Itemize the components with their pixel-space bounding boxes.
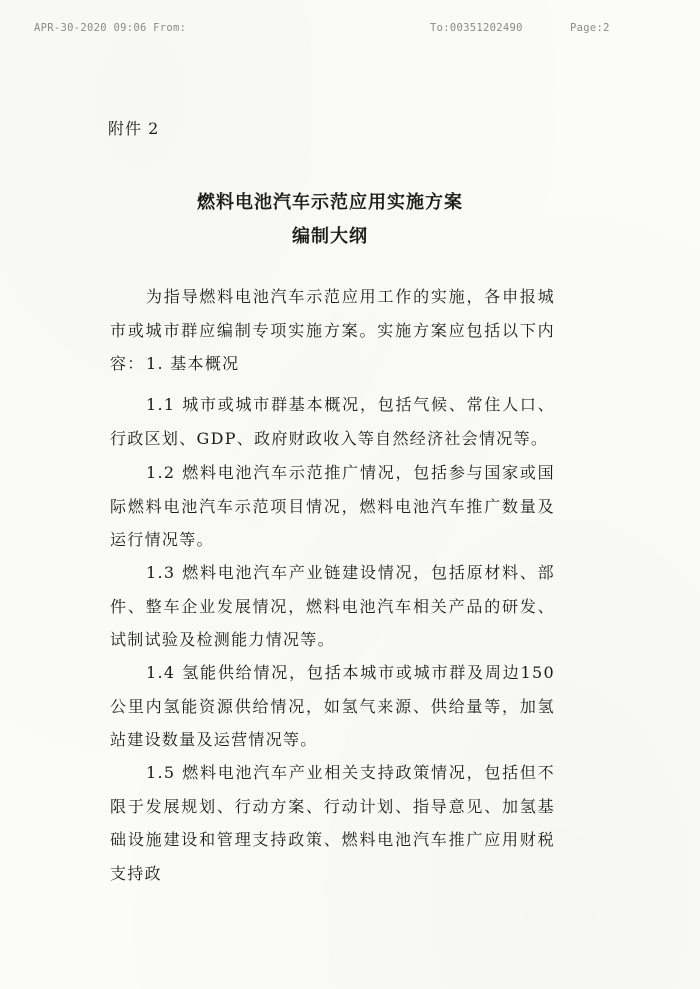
document-subtitle: 编制大纲: [292, 226, 368, 247]
item-1-4: 1.4 氢能供给情况，包括本城市或城市群及周边150公里内氢能资源供给情况，如氢气来源、供给量等，加氢站建设数量及运营情况等。: [110, 663, 555, 749]
item-1-5: 1.5 燃料电池汽车产业相关支持政策情况，包括但不限于发展规划、行动方案、行动计划、指导意见、加氢基础设施建设和管理支持政策、燃料电池汽车推广应用财税支持政: [110, 763, 555, 883]
item-1-2: 1.2 燃料电池汽车示范推广情况，包括参与国家或国际燃料电池汽车示范项目情况，燃料电池汽车推广数量及运行情况等。: [110, 463, 555, 549]
fax-header-sender: APR-30-2020 09:06 From:: [34, 22, 187, 34]
item-1-1: 1.1 城市或城市群基本概况，包括气候、常住人口、行政区划、GDP、政府财政收入等自然经济社会情况等。: [110, 395, 555, 448]
attachment-label: 附件 2: [108, 119, 160, 138]
fax-header-recipient: To:00351202490: [430, 22, 523, 34]
item-1-3: 1.3 燃料电池汽车产业链建设情况，包括原材料、部件、整车企业发展情况，燃料电池汽车相关产品的研发、试制试验及检测能力情况等。: [110, 563, 555, 649]
section-heading: 1. 基本概况: [146, 354, 240, 373]
fax-header-page: Page:2: [570, 22, 610, 34]
intro-paragraph: 为指导燃料电池汽车示范应用工作的实施，各申报城市或城市群应编制专项实施方案。实施方案应包括以下内容：: [110, 287, 555, 373]
document-title: 燃料电池汽车示范应用实施方案: [197, 192, 463, 213]
